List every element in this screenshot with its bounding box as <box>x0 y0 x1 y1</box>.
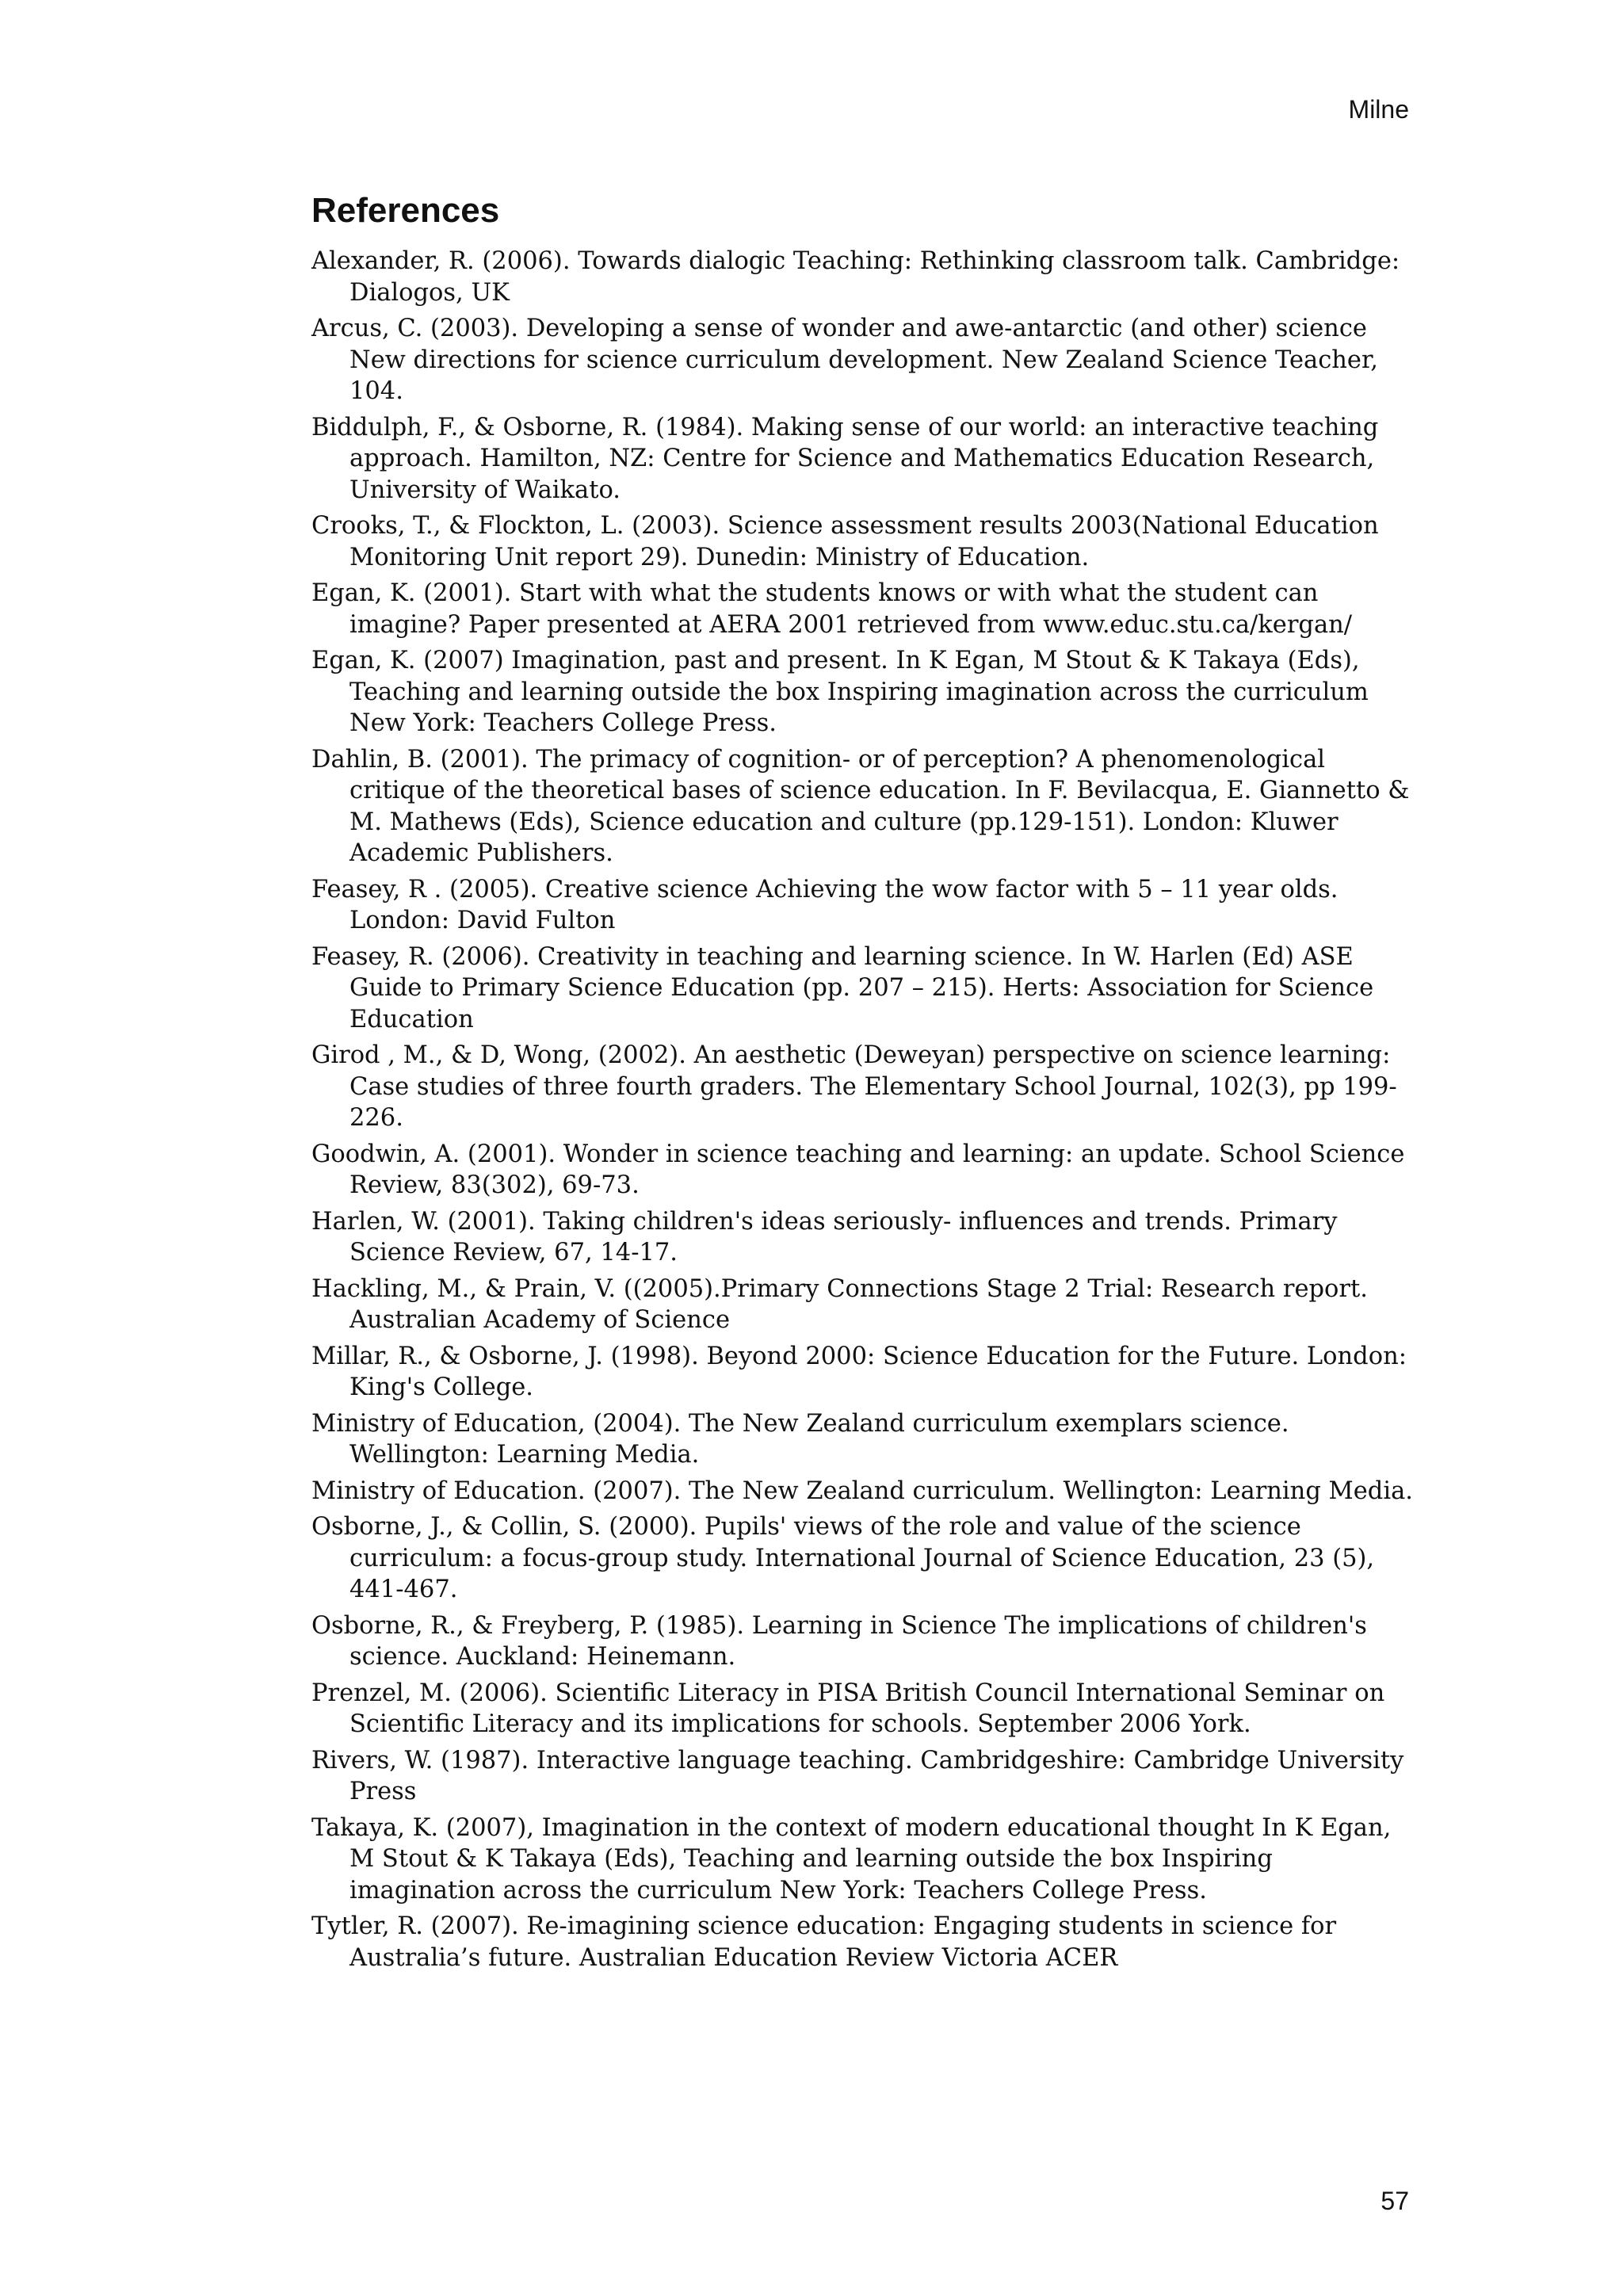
reference-item: Ministry of Education. (2007). The New Zealand curriculum. Wellington: Learning Media. <box>311 1477 1413 1505</box>
reference-item: Harlen, W. (2001). Taking children's ideas seriously- influences and trends. Primary Science Review, 67, 14-17. <box>311 1207 1338 1266</box>
reference-item: Arcus, C. (2003). Developing a sense of wonder and awe-antarctic (and other) science New directions for science curriculum development. New Zealand Science Teacher, 104. <box>311 315 1378 405</box>
reference-list <box>311 246 1421 1978</box>
reference-item: Osborne, R., & Freyberg, P. (1985). Learning in Science The implications of children's science. Auckland: Heinemann. <box>311 1611 1367 1671</box>
reference-item: Takaya, K. (2007), Imagination in the context of modern educational thought In K Egan, M Stout & K Takaya (Eds), Teaching and learning outside the box Inspiring imagination across the curriculum New York: Teachers College Press. <box>311 1813 1392 1904</box>
page-number: 57 <box>1381 2187 1409 2215</box>
reference-item: Rivers, W. (1987). Interactive language teaching. Cambridgeshire: Cambridge University Press <box>311 1746 1404 1805</box>
running-head: Milne <box>1348 95 1409 124</box>
reference-item: Egan, K. (2007) Imagination, past and present. In K Egan, M Stout & K Takaya (Eds), Teaching and learning outside the box Inspiring imagination across the curriculum New York: Teachers College Press. <box>311 647 1369 737</box>
section-title: References <box>311 191 500 230</box>
reference-item: Osborne, J., & Collin, S. (2000). Pupils' views of the role and value of the science curriculum: a focus-group study. International Journal of Science Education, 23 (5), 441-467. <box>311 1513 1375 1603</box>
reference-item: Tytler, R. (2007). Re-imagining science education: Engaging students in science for Australia’s future. Australian Education Review Victoria ACER <box>311 1912 1337 1972</box>
reference-item: Crooks, T., & Flockton, L. (2003). Science assessment results 2003(National Education Monitoring Unit report 29). Dunedin: Ministry of Education. <box>311 512 1379 571</box>
reference-item: Girod , M., & D, Wong, (2002). An aesthetic (Deweyan) perspective on science learning: Case studies of three fourth graders. The Elementary School Journal, 102(3), pp 199-226. <box>311 1041 1397 1132</box>
reference-item: Feasey, R. (2006). Creativity in teaching and learning science. In W. Harlen (Ed) ASE Guide to Primary Science Education (pp. 207 – 215). Herts: Association for Science Education <box>311 942 1374 1033</box>
reference-item: Biddulph, F., & Osborne, R. (1984). Making sense of our world: an interactive teaching approach. Hamilton, NZ: Centre for Science and Mathematics Education Research, University of Waikato. <box>311 413 1379 504</box>
reference-item: Millar, R., & Osborne, J. (1998). Beyond 2000: Science Education for the Future. London: King's College. <box>311 1342 1407 1401</box>
reference-item: Feasey, R . (2005). Creative science Achieving the wow factor with 5 – 11 year olds. London: David Fulton <box>311 875 1338 934</box>
reference-item: Ministry of Education, (2004). The New Zealand curriculum exemplars science. Wellington: Learning Media. <box>311 1409 1289 1469</box>
reference-item: Prenzel, M. (2006). Scientific Literacy in PISA British Council International Seminar on Scientific Literacy and its implications for schools. September 2006 York. <box>311 1679 1385 1738</box>
reference-item: Dahlin, B. (2001). The primacy of cognition- or of perception? A phenomenological critique of the theoretical bases of science education. In F. Bevilacqua, E. Giannetto & M. Mathews (Eds), Science education and culture (pp.129-151). London: Kluwer Academic Publishers. <box>311 745 1410 867</box>
reference-item: Goodwin, A. (2001). Wonder in science teaching and learning: an update. School Science Review, 83(302), 69-73. <box>311 1140 1405 1199</box>
reference-item: Alexander, R. (2006). Towards dialogic Teaching: Rethinking classroom talk. Cambridge: Dialogos, UK <box>311 247 1400 307</box>
reference-item: Egan, K. (2001). Start with what the students knows or with what the student can imagine? Paper presented at AERA 2001 retrieved from www.educ.stu.ca/kergan/ <box>311 579 1353 639</box>
reference-item: Hackling, M., & Prain, V. ((2005).Primary Connections Stage 2 Trial: Research report. Australian Academy of Science <box>311 1274 1368 1334</box>
